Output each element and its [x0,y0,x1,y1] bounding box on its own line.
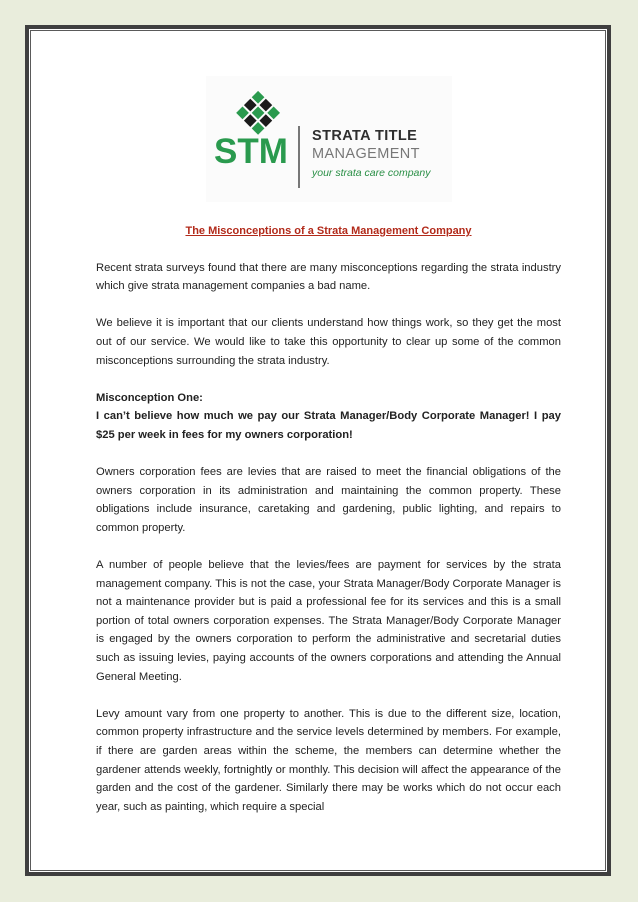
document-body [96,222,561,835]
logo-divider [298,126,300,188]
paragraph: Recent strata surveys found that there are many misconceptions regarding the strata industry which give strata management companies a bad name. [96,261,561,293]
misconception-title: Misconception One: [96,391,203,404]
document-heading: The Misconceptions of a Strata Management Company [185,225,472,237]
paragraph: Levy amount vary from one property to another. This is due to the different size, location, common property infrastructure and the service levels determined by members. For example, if there are garden areas within the scheme, the members can determine whether the gardener attends weekly, fortnightly or monthly. This decision will affect the appearance of the garden and the cost of the gardener. Similarly there may be works which do not occur each year, such as painting, which require a special [96,707,561,813]
logo-title-line-1: STRATA TITLE [312,128,418,144]
paragraph: Owners corporation fees are levies that are raised to meet the financial obligations of the owners corporation in its administration and maintaining the common property. These obligations include insurance, caretaking and gardening, public lighting, and repairs to common property. [96,466,561,534]
logo-tagline: your strata care company [312,167,431,179]
paragraph: A number of people believe that the levies/fees are payment for services by the strata management company. This is not the case, your Strata Manager/Body Corporate Manager is not a maintenance provider but is paid a professional fee for its services and this is a small portion of total owners corporation expenses. The Strata Manager/Body Corporate Manager is engaged by the owners corporation to perform the administrative and secretarial duties such as issuing levies, paying accounts of the owners corporations and attending the Annual General Meeting. [96,559,561,683]
logo-abbreviation: STM [214,132,288,171]
company-logo [206,76,452,202]
logo-title-line-2: MANAGEMENT [312,146,420,162]
misconception-quote: I can’t believe how much we pay our Strata Manager/Body Corporate Manager! I pay $25 per week in fees for my owners corporation! [96,410,561,441]
paragraph: We believe it is important that our clients understand how things work, so they get the most out of our service. We would like to take this opportunity to clear up some of the common misconceptions surrounding the strata industry. [96,317,561,367]
